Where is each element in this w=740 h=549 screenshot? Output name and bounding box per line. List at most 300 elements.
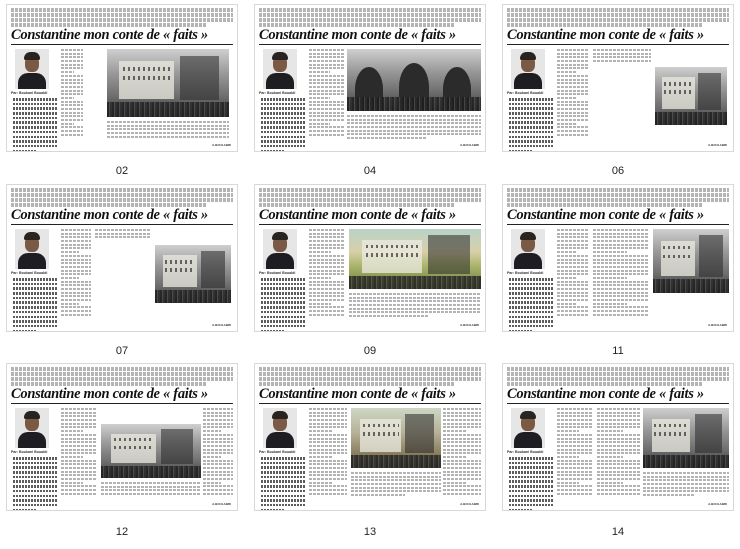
article-column bbox=[309, 408, 347, 500]
text-line bbox=[557, 134, 589, 136]
text-line bbox=[61, 408, 97, 410]
text-line bbox=[349, 311, 481, 313]
text-line bbox=[61, 445, 97, 447]
text-line bbox=[61, 266, 91, 268]
article-title: Constantine mon conte de « faits » bbox=[11, 207, 208, 223]
text-line bbox=[309, 471, 347, 473]
text-line bbox=[557, 255, 589, 257]
text-line bbox=[61, 60, 83, 62]
text-line bbox=[107, 132, 229, 134]
text-line bbox=[61, 288, 91, 290]
text-line bbox=[557, 86, 589, 88]
text-line bbox=[597, 434, 641, 436]
text-line bbox=[557, 104, 589, 106]
text-line bbox=[61, 485, 97, 487]
text-line bbox=[107, 125, 229, 127]
text-line bbox=[557, 67, 589, 69]
text-line bbox=[557, 251, 576, 253]
text-line bbox=[443, 419, 481, 421]
text-line bbox=[309, 251, 331, 253]
text-line bbox=[309, 79, 344, 81]
text-line bbox=[203, 408, 233, 410]
text-line bbox=[443, 463, 481, 465]
title-rule bbox=[507, 403, 729, 404]
text-line bbox=[557, 277, 576, 279]
article-title: Constantine mon conte de « faits » bbox=[11, 386, 208, 402]
page-number-label: 11 bbox=[612, 345, 624, 357]
text-line bbox=[61, 295, 91, 297]
text-line bbox=[309, 415, 347, 417]
text-line bbox=[309, 463, 347, 465]
text-line bbox=[557, 467, 593, 469]
pull-quote bbox=[261, 98, 305, 148]
text-line bbox=[61, 119, 83, 121]
text-line bbox=[557, 419, 593, 421]
text-line bbox=[61, 126, 83, 128]
text-line bbox=[61, 229, 91, 231]
text-line bbox=[593, 229, 649, 231]
text-line bbox=[557, 82, 589, 84]
text-line bbox=[61, 467, 97, 469]
article-column bbox=[309, 49, 344, 141]
text-line bbox=[309, 262, 345, 264]
text-line bbox=[557, 478, 593, 480]
text-line bbox=[643, 479, 729, 481]
text-line bbox=[309, 53, 344, 55]
text-line bbox=[203, 467, 233, 469]
page-number-label: 06 bbox=[611, 165, 625, 177]
text-line bbox=[203, 471, 233, 473]
article-column bbox=[95, 229, 151, 243]
text-line bbox=[61, 482, 83, 484]
text-line bbox=[309, 240, 345, 242]
text-line bbox=[349, 297, 481, 299]
text-line bbox=[351, 487, 441, 489]
text-line bbox=[443, 493, 481, 495]
text-line bbox=[557, 71, 576, 73]
text-line bbox=[597, 478, 641, 480]
text-line bbox=[557, 423, 593, 425]
text-line bbox=[61, 86, 83, 88]
text-line bbox=[593, 281, 649, 283]
text-line bbox=[203, 489, 233, 491]
text-line bbox=[557, 266, 589, 268]
text-line bbox=[557, 456, 579, 458]
text-line bbox=[557, 130, 589, 132]
text-line bbox=[309, 474, 347, 476]
page-number-label: 09 bbox=[363, 345, 377, 357]
text-line bbox=[61, 493, 97, 495]
article-column bbox=[643, 472, 729, 500]
page-thumbnail[interactable] bbox=[502, 4, 734, 152]
text-line bbox=[557, 295, 589, 297]
text-line bbox=[309, 460, 347, 462]
text-line bbox=[61, 244, 91, 246]
text-line bbox=[557, 244, 589, 246]
text-line bbox=[557, 415, 593, 417]
article-column bbox=[101, 482, 201, 500]
text-line bbox=[309, 266, 345, 268]
text-line bbox=[203, 463, 233, 465]
text-line bbox=[101, 493, 201, 495]
author-byline: Par: Boukani Boualdi bbox=[259, 450, 296, 454]
text-line bbox=[203, 482, 221, 484]
text-line bbox=[61, 292, 91, 294]
text-line bbox=[61, 259, 91, 261]
text-line bbox=[347, 126, 481, 128]
text-line bbox=[61, 134, 83, 136]
text-line bbox=[309, 255, 345, 257]
text-line bbox=[593, 270, 649, 272]
text-line bbox=[443, 441, 481, 443]
text-line bbox=[203, 441, 233, 443]
text-line bbox=[203, 452, 233, 454]
page-thumbnail[interactable] bbox=[502, 184, 734, 332]
text-line bbox=[309, 434, 347, 436]
signoff: A.BOULABRI bbox=[460, 323, 479, 327]
text-line bbox=[61, 423, 97, 425]
text-line bbox=[107, 121, 229, 123]
text-line bbox=[593, 295, 649, 297]
title-rule bbox=[11, 44, 233, 45]
author-photo bbox=[15, 408, 49, 448]
text-line bbox=[309, 126, 344, 128]
article-title: Constantine mon conte de « faits » bbox=[11, 27, 208, 43]
text-line bbox=[61, 273, 91, 275]
author-photo bbox=[511, 229, 545, 269]
text-line bbox=[593, 303, 627, 305]
text-line bbox=[61, 67, 83, 69]
page-thumbnail[interactable] bbox=[502, 363, 734, 511]
text-line bbox=[309, 86, 344, 88]
text-line bbox=[309, 259, 345, 261]
text-line bbox=[61, 460, 97, 462]
text-line bbox=[95, 229, 151, 231]
text-line bbox=[557, 247, 589, 249]
text-line bbox=[203, 423, 233, 425]
author-photo bbox=[511, 49, 545, 89]
text-line bbox=[61, 441, 97, 443]
text-line bbox=[557, 412, 593, 414]
text-line bbox=[61, 299, 91, 301]
text-line bbox=[557, 434, 593, 436]
text-line bbox=[593, 277, 627, 279]
signoff: A.BOULABRI bbox=[708, 502, 727, 506]
text-line bbox=[61, 82, 83, 84]
text-line bbox=[309, 445, 347, 447]
text-line bbox=[309, 60, 344, 62]
text-line bbox=[593, 53, 651, 55]
article-photo bbox=[351, 408, 441, 468]
text-line bbox=[443, 426, 481, 428]
pull-quote bbox=[509, 457, 553, 507]
text-line bbox=[557, 284, 589, 286]
text-line bbox=[347, 119, 481, 121]
text-line bbox=[61, 463, 97, 465]
title-rule bbox=[507, 44, 729, 45]
text-line bbox=[203, 426, 233, 428]
text-line bbox=[309, 456, 332, 458]
text-line bbox=[61, 90, 83, 92]
text-line bbox=[203, 430, 221, 432]
text-line bbox=[557, 93, 589, 95]
page-number-label: 04 bbox=[363, 165, 377, 177]
page-thumbnail[interactable] bbox=[6, 184, 238, 332]
text-line bbox=[347, 122, 481, 124]
text-line bbox=[351, 494, 405, 496]
pull-quote bbox=[13, 98, 57, 148]
text-line bbox=[203, 478, 233, 480]
text-line bbox=[309, 281, 345, 283]
text-line bbox=[597, 463, 641, 465]
text-line bbox=[61, 115, 83, 117]
text-line bbox=[443, 434, 481, 436]
author-byline: Par: Boukani Boualdi bbox=[11, 91, 48, 95]
text-line bbox=[557, 270, 589, 272]
text-line bbox=[309, 115, 344, 117]
text-line bbox=[593, 255, 649, 257]
text-line bbox=[557, 281, 589, 283]
text-line bbox=[557, 115, 589, 117]
text-line bbox=[61, 262, 91, 264]
text-line bbox=[443, 438, 481, 440]
text-line bbox=[597, 430, 623, 432]
text-line bbox=[309, 284, 345, 286]
text-line bbox=[557, 482, 579, 484]
text-line bbox=[309, 134, 344, 136]
text-line bbox=[557, 408, 593, 410]
text-line bbox=[597, 426, 641, 428]
text-line bbox=[101, 489, 201, 491]
text-line bbox=[557, 233, 589, 235]
article-column bbox=[557, 229, 589, 321]
text-line bbox=[557, 485, 593, 487]
pull-quote bbox=[13, 278, 57, 328]
text-line bbox=[643, 483, 729, 485]
text-line bbox=[61, 314, 91, 316]
text-line bbox=[309, 93, 344, 95]
text-line bbox=[643, 487, 729, 489]
text-line bbox=[593, 299, 649, 301]
page-thumbnail[interactable] bbox=[6, 4, 238, 152]
text-line bbox=[61, 412, 97, 414]
text-line bbox=[593, 259, 649, 261]
text-line bbox=[203, 434, 233, 436]
text-line bbox=[557, 64, 589, 66]
article-column bbox=[557, 49, 589, 141]
text-line bbox=[597, 474, 641, 476]
article-photo bbox=[107, 49, 229, 117]
article-photo bbox=[347, 49, 481, 111]
text-line bbox=[593, 288, 649, 290]
article-column bbox=[309, 229, 345, 321]
page-thumbnail[interactable] bbox=[254, 363, 486, 511]
text-line bbox=[597, 449, 641, 451]
text-line bbox=[443, 423, 481, 425]
text-line bbox=[309, 441, 347, 443]
text-line bbox=[309, 277, 331, 279]
text-line bbox=[557, 123, 576, 125]
text-line bbox=[593, 244, 649, 246]
page-number-label: 02 bbox=[115, 165, 129, 177]
text-line bbox=[61, 112, 83, 114]
text-line bbox=[443, 415, 481, 417]
text-line bbox=[597, 423, 641, 425]
text-line bbox=[309, 49, 344, 51]
title-rule bbox=[259, 224, 481, 225]
article-title: Constantine mon conte de « faits » bbox=[259, 207, 456, 223]
page-thumbnail[interactable] bbox=[254, 184, 486, 332]
text-line bbox=[309, 467, 347, 469]
text-line bbox=[557, 292, 589, 294]
text-line bbox=[61, 434, 97, 436]
author-photo bbox=[263, 229, 297, 269]
text-line bbox=[593, 266, 649, 268]
text-line bbox=[593, 306, 649, 308]
title-rule bbox=[11, 224, 233, 225]
text-line bbox=[443, 474, 481, 476]
text-line bbox=[309, 493, 347, 495]
text-line bbox=[349, 293, 481, 295]
text-line bbox=[203, 485, 233, 487]
text-line bbox=[61, 426, 97, 428]
text-line bbox=[309, 130, 344, 132]
author-photo bbox=[263, 408, 297, 448]
text-line bbox=[61, 419, 97, 421]
text-line bbox=[557, 60, 589, 62]
text-line bbox=[61, 277, 79, 279]
text-line bbox=[347, 115, 481, 117]
title-rule bbox=[259, 403, 481, 404]
text-line bbox=[349, 300, 481, 302]
text-line bbox=[443, 452, 481, 454]
signoff: A.BOULABRI bbox=[708, 323, 727, 327]
text-line bbox=[203, 474, 233, 476]
article-column bbox=[61, 49, 83, 141]
pull-quote bbox=[13, 457, 57, 507]
text-line bbox=[593, 273, 649, 275]
text-line bbox=[309, 426, 347, 428]
text-line bbox=[443, 460, 481, 462]
page-thumbnail[interactable] bbox=[6, 363, 238, 511]
text-line bbox=[61, 415, 97, 417]
text-line bbox=[61, 281, 91, 283]
article-photo bbox=[643, 408, 729, 468]
text-line bbox=[557, 112, 589, 114]
text-line bbox=[203, 445, 233, 447]
text-line bbox=[61, 310, 91, 312]
article-column bbox=[61, 229, 91, 321]
signoff: A.BOULABRI bbox=[212, 323, 231, 327]
text-line bbox=[309, 247, 345, 249]
text-line bbox=[593, 240, 649, 242]
text-line bbox=[61, 108, 83, 110]
text-line bbox=[101, 482, 201, 484]
article-title: Constantine mon conte de « faits » bbox=[507, 386, 704, 402]
text-line bbox=[351, 472, 441, 474]
text-line bbox=[61, 478, 97, 480]
text-line bbox=[61, 306, 91, 308]
text-line bbox=[349, 304, 481, 306]
text-line bbox=[597, 460, 641, 462]
signoff: A.BOULABRI bbox=[460, 502, 479, 506]
text-line bbox=[597, 485, 641, 487]
text-line bbox=[107, 128, 229, 130]
page-thumbnail[interactable] bbox=[254, 4, 486, 152]
text-line bbox=[593, 284, 649, 286]
text-line bbox=[557, 441, 593, 443]
page-number-label: 14 bbox=[611, 526, 625, 538]
article-column bbox=[107, 121, 229, 141]
page-number-label: 12 bbox=[115, 526, 129, 538]
text-line bbox=[61, 79, 83, 81]
text-line bbox=[443, 482, 466, 484]
text-line bbox=[309, 64, 344, 66]
text-line bbox=[597, 482, 623, 484]
article-column bbox=[347, 115, 481, 141]
text-line bbox=[61, 456, 83, 458]
text-line bbox=[643, 490, 729, 492]
text-line bbox=[309, 452, 347, 454]
text-line bbox=[351, 476, 441, 478]
text-line bbox=[309, 236, 345, 238]
text-line bbox=[593, 49, 651, 51]
article-column bbox=[557, 408, 593, 500]
text-line bbox=[61, 64, 83, 66]
article-column bbox=[593, 49, 651, 65]
text-line bbox=[351, 483, 441, 485]
text-line bbox=[309, 270, 345, 272]
pull-quote bbox=[261, 278, 305, 328]
text-line bbox=[309, 306, 345, 308]
text-line bbox=[443, 408, 481, 410]
text-line bbox=[593, 262, 649, 264]
text-line bbox=[61, 255, 91, 257]
text-line bbox=[349, 315, 428, 317]
signoff: A.BOULABRI bbox=[460, 143, 479, 147]
article-title: Constantine mon conte de « faits » bbox=[507, 27, 704, 43]
article-column bbox=[597, 408, 641, 500]
text-line bbox=[107, 136, 229, 138]
text-line bbox=[61, 75, 83, 77]
text-line bbox=[351, 479, 441, 481]
text-line bbox=[309, 112, 344, 114]
text-line bbox=[557, 303, 576, 305]
author-photo bbox=[15, 229, 49, 269]
text-line bbox=[347, 133, 481, 135]
text-line bbox=[61, 303, 79, 305]
text-line bbox=[203, 438, 233, 440]
text-line bbox=[557, 236, 589, 238]
text-line bbox=[101, 486, 201, 488]
text-line bbox=[309, 408, 347, 410]
text-line bbox=[643, 472, 729, 474]
text-line bbox=[203, 415, 233, 417]
text-line bbox=[203, 419, 233, 421]
text-line bbox=[557, 90, 589, 92]
text-line bbox=[597, 441, 641, 443]
text-line bbox=[597, 456, 623, 458]
article-column bbox=[593, 229, 649, 321]
text-line bbox=[203, 449, 233, 451]
text-line bbox=[593, 233, 649, 235]
text-line bbox=[557, 259, 589, 261]
text-line bbox=[557, 49, 589, 51]
text-line bbox=[309, 292, 345, 294]
text-line bbox=[203, 412, 233, 414]
text-line bbox=[443, 412, 481, 414]
text-line bbox=[309, 478, 347, 480]
